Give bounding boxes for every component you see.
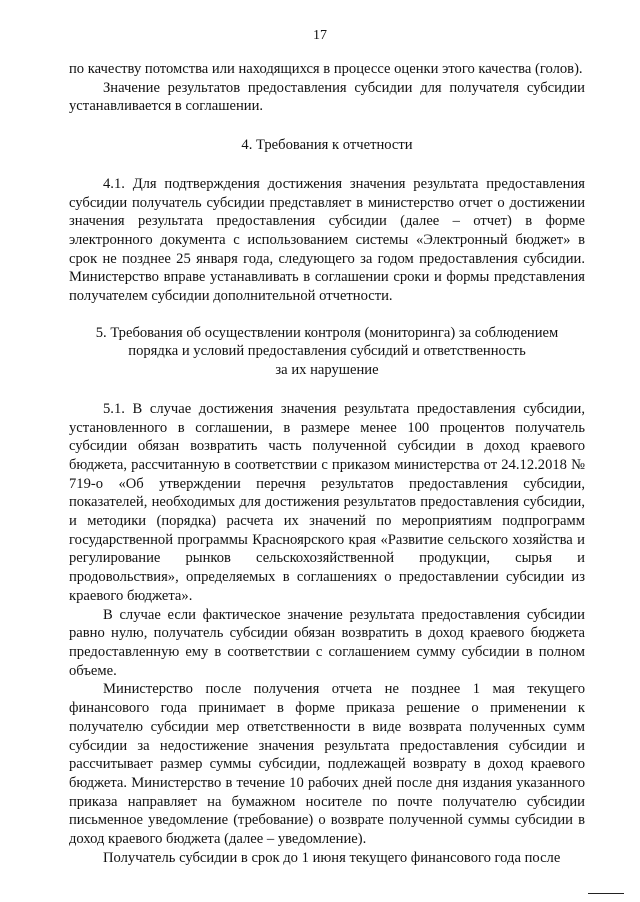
page-number: 17 xyxy=(313,28,327,43)
paragraph-zero-result: В случае если фактическое значение результата предоставления субсидии равно нулю, получатель субсидии обязан возвратить в доход краевого бюджета предоставленную ему в соответствии с соглашением сумму субсидии в полном объеме. xyxy=(69,606,585,679)
paragraph-5-1: 5.1. В случае достижения значения результата предоставления субсидии, установленного в соглашении, в размере менее 100 процентов получатель субсидии обязан возвратить часть полученной субсидии в доход краевого бюджета, рассчитанную в соответствии с приказом министерства от 24.12.2018 № 719-о «Об утверждении перечня результатов предоставления субсидии, показателей, необходимых для достижения результатов предоставления субсидии, и методики (порядка) расчета их значений по мероприятиям подпрограмм государственной программы Красноярского края «Развитие сельского хозяйства и регулирование рынков сельскохозяйственной продукции, сырья и продовольствия», определяемых в соглашениях о предоставлении субсидии из краевого бюджета». xyxy=(69,400,585,604)
paragraph-4-1: 4.1. Для подтверждения достижения значения результата предоставления субсидии получатель субсидии представляет в министерство отчет о достижении значения результата предоставления субсидии (далее – отчет) в форме электронного документа с использованием системы «Электронный бюджет» в срок не позднее 25 января года, следующего за годом предоставления субсидии. Министерство вправе устанавливать в соглашении сроки и формы представления получателем субсидии дополнительной отчетности. xyxy=(69,175,585,305)
section-5-heading xyxy=(69,324,585,380)
section-5-heading-line-2: порядка и условий предоставления субсидий и ответственность xyxy=(128,343,526,360)
section-5-heading-line-1: 5. Требования об осуществлении контроля (мониторинга) за соблюдением xyxy=(95,324,559,341)
paragraph-result-value: Значение результатов предоставления субсидии для получателя субсидии устанавливается в соглашении. xyxy=(69,79,585,115)
paragraph-continuation: по качеству потомства или находящихся в процессе оценки этого качества (голов). xyxy=(69,61,583,77)
paragraph-ministry-decision: Министерство после получения отчета не позднее 1 мая текущего финансового года принимает в форме приказа решение о применении к получателю субсидии мер ответственности в виде возврата полученных сумм субсидии за недостижение значения результата предоставления субсидии и рассчитывает размер суммы субсидии, подлежащей возврату в доход краевого бюджета. Министерство в течение 10 рабочих дней после дня издания указанного приказа направляет на бумажном носителе по почте получателю субсидии письменное уведомление (требование) о возврате полученной суммы субсидии в доход краевого бюджета (далее – уведомление). xyxy=(69,681,585,848)
footer-rule xyxy=(588,893,624,894)
section-4-heading: 4. Требования к отчетности xyxy=(241,137,413,154)
paragraph-recipient-deadline: Получатель субсидии в срок до 1 июня текущего финансового года после xyxy=(103,849,561,866)
section-5-heading-line-3: за их нарушение xyxy=(275,362,379,379)
document-body xyxy=(69,60,585,867)
